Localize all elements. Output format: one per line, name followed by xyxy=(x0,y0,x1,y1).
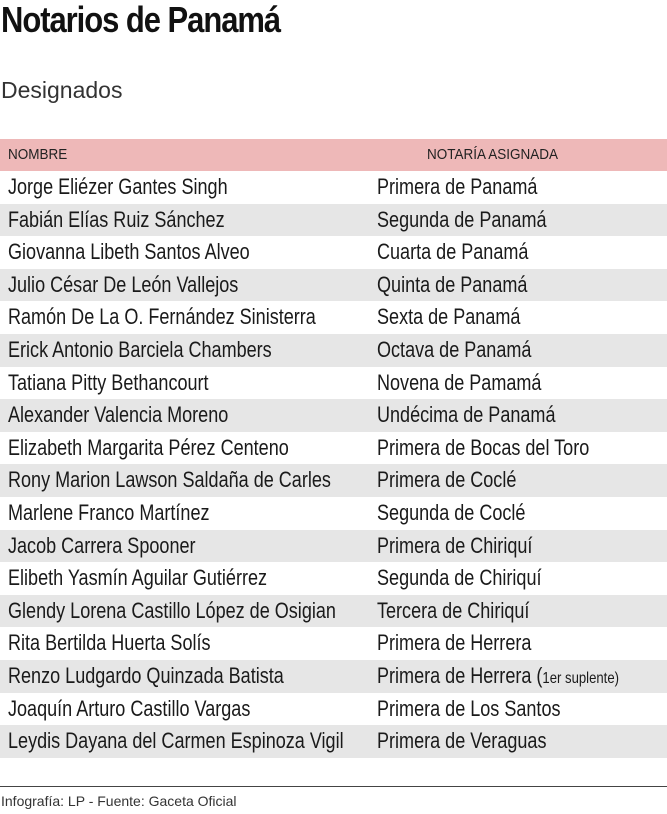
table-body xyxy=(0,171,667,758)
assigned-notary-text: Primera de Herrera ( xyxy=(377,662,543,688)
assigned-notary-text: Segunda de Coclé xyxy=(377,499,526,525)
table-row xyxy=(0,595,667,628)
assigned-notary-cell xyxy=(377,627,531,660)
assigned-notary-text: Primera de Coclé xyxy=(377,467,517,493)
table-row xyxy=(0,530,667,563)
notaries-table xyxy=(0,139,667,758)
assigned-notary-cell xyxy=(377,530,532,563)
table-row xyxy=(0,236,667,269)
notary-name-cell: Julio César De León Vallejos xyxy=(8,271,239,297)
assigned-notary-text: Primera de Veraguas xyxy=(377,728,547,754)
assigned-notary-cell xyxy=(377,464,516,497)
notary-name-cell: Tatiana Pitty Bethancourt xyxy=(8,369,209,395)
table-row xyxy=(0,334,667,367)
page-subtitle: Designados xyxy=(1,77,123,103)
notary-name-cell: Rita Bertilda Huerta Solís xyxy=(8,630,211,656)
assigned-notary-cell xyxy=(377,497,525,530)
assigned-notary-text: Quinta de Panamá xyxy=(377,271,528,297)
table-row xyxy=(0,660,667,693)
assigned-notary-cell xyxy=(377,171,537,204)
notary-name-cell: Erick Antonio Barciela Chambers xyxy=(8,336,272,362)
table-row xyxy=(0,171,667,204)
assigned-notary-text: Primera de Los Santos xyxy=(377,695,561,721)
column-header-name: NOMBRE xyxy=(8,146,68,163)
assigned-notary-cell xyxy=(377,367,541,400)
assigned-notary-cell xyxy=(377,432,589,465)
notary-name-cell: Alexander Valencia Moreno xyxy=(8,402,229,428)
table-row xyxy=(0,269,667,302)
footer-divider xyxy=(0,786,667,787)
assigned-notary-text: Segunda de Chiriquí xyxy=(377,565,542,591)
notary-name-cell: Giovanna Libeth Santos Alveo xyxy=(8,239,250,265)
assigned-notary-text: Novena de Pamamá xyxy=(377,369,542,395)
assigned-notary-cell xyxy=(377,660,619,696)
notary-name-cell: Joaquín Arturo Castillo Vargas xyxy=(8,695,251,721)
assigned-notary-text: Cuarta de Panamá xyxy=(377,239,529,265)
notary-name-cell: Rony Marion Lawson Saldaña de Carles xyxy=(8,467,331,493)
assigned-notary-cell xyxy=(377,693,561,726)
table-row xyxy=(0,204,667,237)
assigned-notary-text: Primera de Panamá xyxy=(377,174,538,199)
column-header-notary: NOTARÍA ASIGNADA xyxy=(427,146,559,163)
assigned-notary-cell xyxy=(377,399,556,432)
assigned-notary-cell xyxy=(377,334,531,367)
assigned-notary-text: Sexta de Panamá xyxy=(377,304,521,330)
table-row xyxy=(0,367,667,400)
notary-name-cell: Glendy Lorena Castillo López de Osigian xyxy=(8,597,336,623)
assigned-notary-text: Primera de Herrera xyxy=(377,630,532,656)
assigned-notary-text: Octava de Panamá xyxy=(377,336,532,362)
assigned-notary-note: 1er suplente) xyxy=(542,669,619,687)
notary-name-cell: Ramón De La O. Fernández Sinisterra xyxy=(8,304,316,330)
assigned-notary-text: Primera de Bocas del Toro xyxy=(377,434,590,460)
table-row xyxy=(0,693,667,726)
assigned-notary-text: Tercera de Chiriquí xyxy=(377,597,530,623)
assigned-notary-text: Primera de Chiriquí xyxy=(377,532,533,558)
notary-name-cell: Elibeth Yasmín Aguilar Gutiérrez xyxy=(8,565,268,591)
assigned-notary-cell xyxy=(377,562,541,595)
notary-name-cell: Fabián Elías Ruiz Sánchez xyxy=(8,206,225,232)
table-row xyxy=(0,497,667,530)
assigned-notary-cell xyxy=(377,725,546,758)
assigned-notary-text: Segunda de Panamá xyxy=(377,206,547,232)
table-header xyxy=(0,139,667,171)
notary-name-cell: Jorge Eliézer Gantes Singh xyxy=(8,174,228,199)
page-title: Notarios de Panamá xyxy=(1,0,281,40)
assigned-notary-cell xyxy=(377,204,547,237)
table-row xyxy=(0,725,667,758)
table-row xyxy=(0,301,667,334)
assigned-notary-text: Undécima de Panamá xyxy=(377,402,556,428)
notary-name-cell: Renzo Ludgardo Quinzada Batista xyxy=(8,662,284,688)
assigned-notary-cell xyxy=(377,236,528,269)
assigned-notary-cell xyxy=(377,595,529,628)
assigned-notary-cell xyxy=(377,269,527,302)
table-row xyxy=(0,464,667,497)
notary-name-cell: Leydis Dayana del Carmen Espinoza Vigil xyxy=(8,728,344,754)
table-row xyxy=(0,432,667,465)
table-row xyxy=(0,399,667,432)
notary-name-cell: Elizabeth Margarita Pérez Centeno xyxy=(8,434,289,460)
source-credit: Infografía: LP - Fuente: Gaceta Oficial xyxy=(1,793,237,809)
notary-name-cell: Jacob Carrera Spooner xyxy=(8,532,196,558)
assigned-notary-cell xyxy=(377,301,520,334)
table-row xyxy=(0,562,667,595)
notary-name-cell: Marlene Franco Martínez xyxy=(8,499,210,525)
table-row xyxy=(0,627,667,660)
